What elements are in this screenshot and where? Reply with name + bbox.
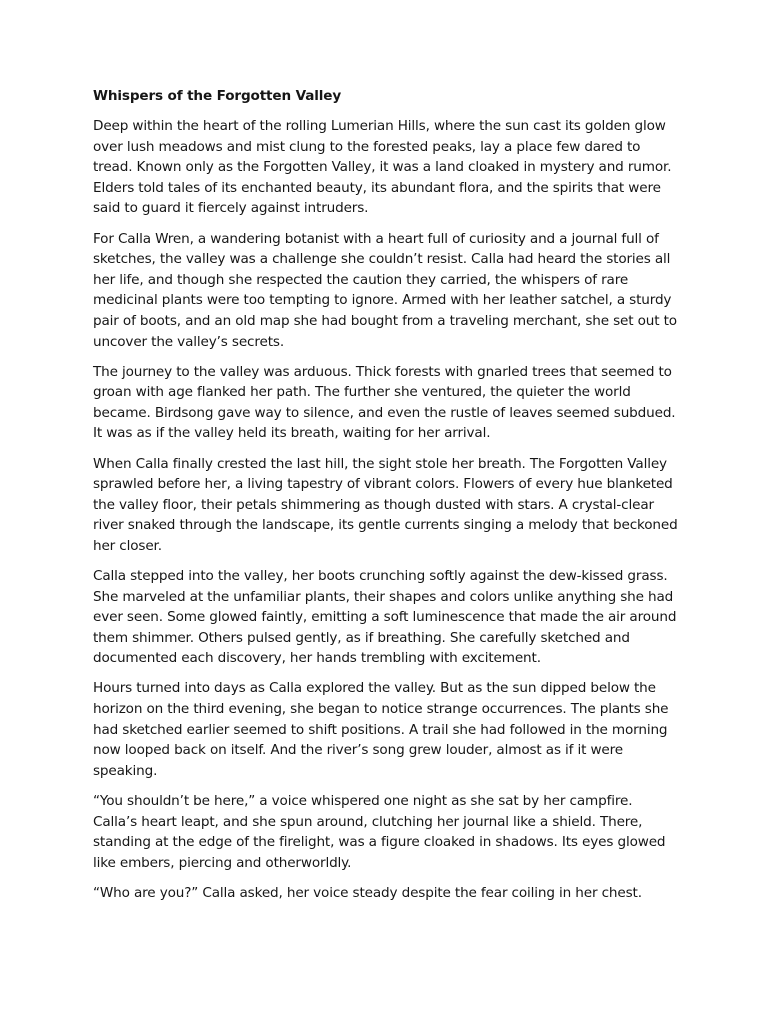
paragraph: “You shouldn’t be here,” a voice whispered one night as she sat by her campfire. Calla’s heart leapt, and she spun around, clutching her journal like a shield. There, standing at the edge of the firelight, was a figure cloaked in shadows. Its eyes glowed like embers, piercing and otherworldly. [93,792,666,871]
paragraph: For Calla Wren, a wandering botanist with a heart full of curiosity and a journal full of sketches, the valley was a challenge she couldn’t resist. Calla had heard the stories all her life, and though she respected the caution they carried, the whispers of rare medicinal plants were too tempting to ignore. Armed with her leather satchel, a sturdy pair of boots, and an old map she had bought from a traveling merchant, she set out to uncover the valley’s secrets. [93,230,677,350]
paragraph: Deep within the heart of the rolling Lumerian Hills, where the sun cast its golden glow over lush meadows and mist clung to the forested peaks, lay a place few dared to tread. Known only as the Forgotten Valley, it was a land cloaked in mystery and rumor. Elders told tales of its enchanted beauty, its abundant flora, and the spirits that were said to guard it fiercely against intruders. [93,118,672,217]
document-title: Whispers of the Forgotten Valley [93,88,342,104]
paragraph: Calla stepped into the valley, her boots crunching softly against the dew-kissed grass. She marveled at the unfamiliar plants, their shapes and colors unlike anything she had ever seen. Some glowed faintly, emitting a soft luminescence that made the air around them shimmer. Others pulsed gently, as if breathing. She carefully sketched and documented each discovery, her hands trembling with excitement. [93,567,677,667]
paragraph: Hours turned into days as Calla explored the valley. But as the sun dipped below the horizon on the third evening, she began to notice strange occurrences. The plants she had sketched earlier seemed to shift positions. A trail she had followed in the morning now looped back on itself. And the river’s song grew louder, almost as if it were speaking. [93,680,669,779]
document-page [93,86,678,913]
paragraph: The journey to the valley was arduous. Thick forests with gnarled trees that seemed to groan with age flanked her path. The further she ventured, the quieter the world became. Birdsong gave way to silence, and even the rustle of leaves seemed subdued. It was as if the valley held its breath, waiting for her arrival. [93,363,676,442]
paragraph: “Who are you?” Calla asked, her voice steady despite the fear coiling in her chest. [93,884,642,901]
paragraph: When Calla finally crested the last hill, the sight stole her breath. The Forgotten Valley sprawled before her, a living tapestry of vibrant colors. Flowers of every hue blanketed the valley floor, their petals shimmering as though dusted with stars. A crystal-clear river snaked through the landscape, its gentle currents singing a melody that beckoned her closer. [93,455,678,554]
